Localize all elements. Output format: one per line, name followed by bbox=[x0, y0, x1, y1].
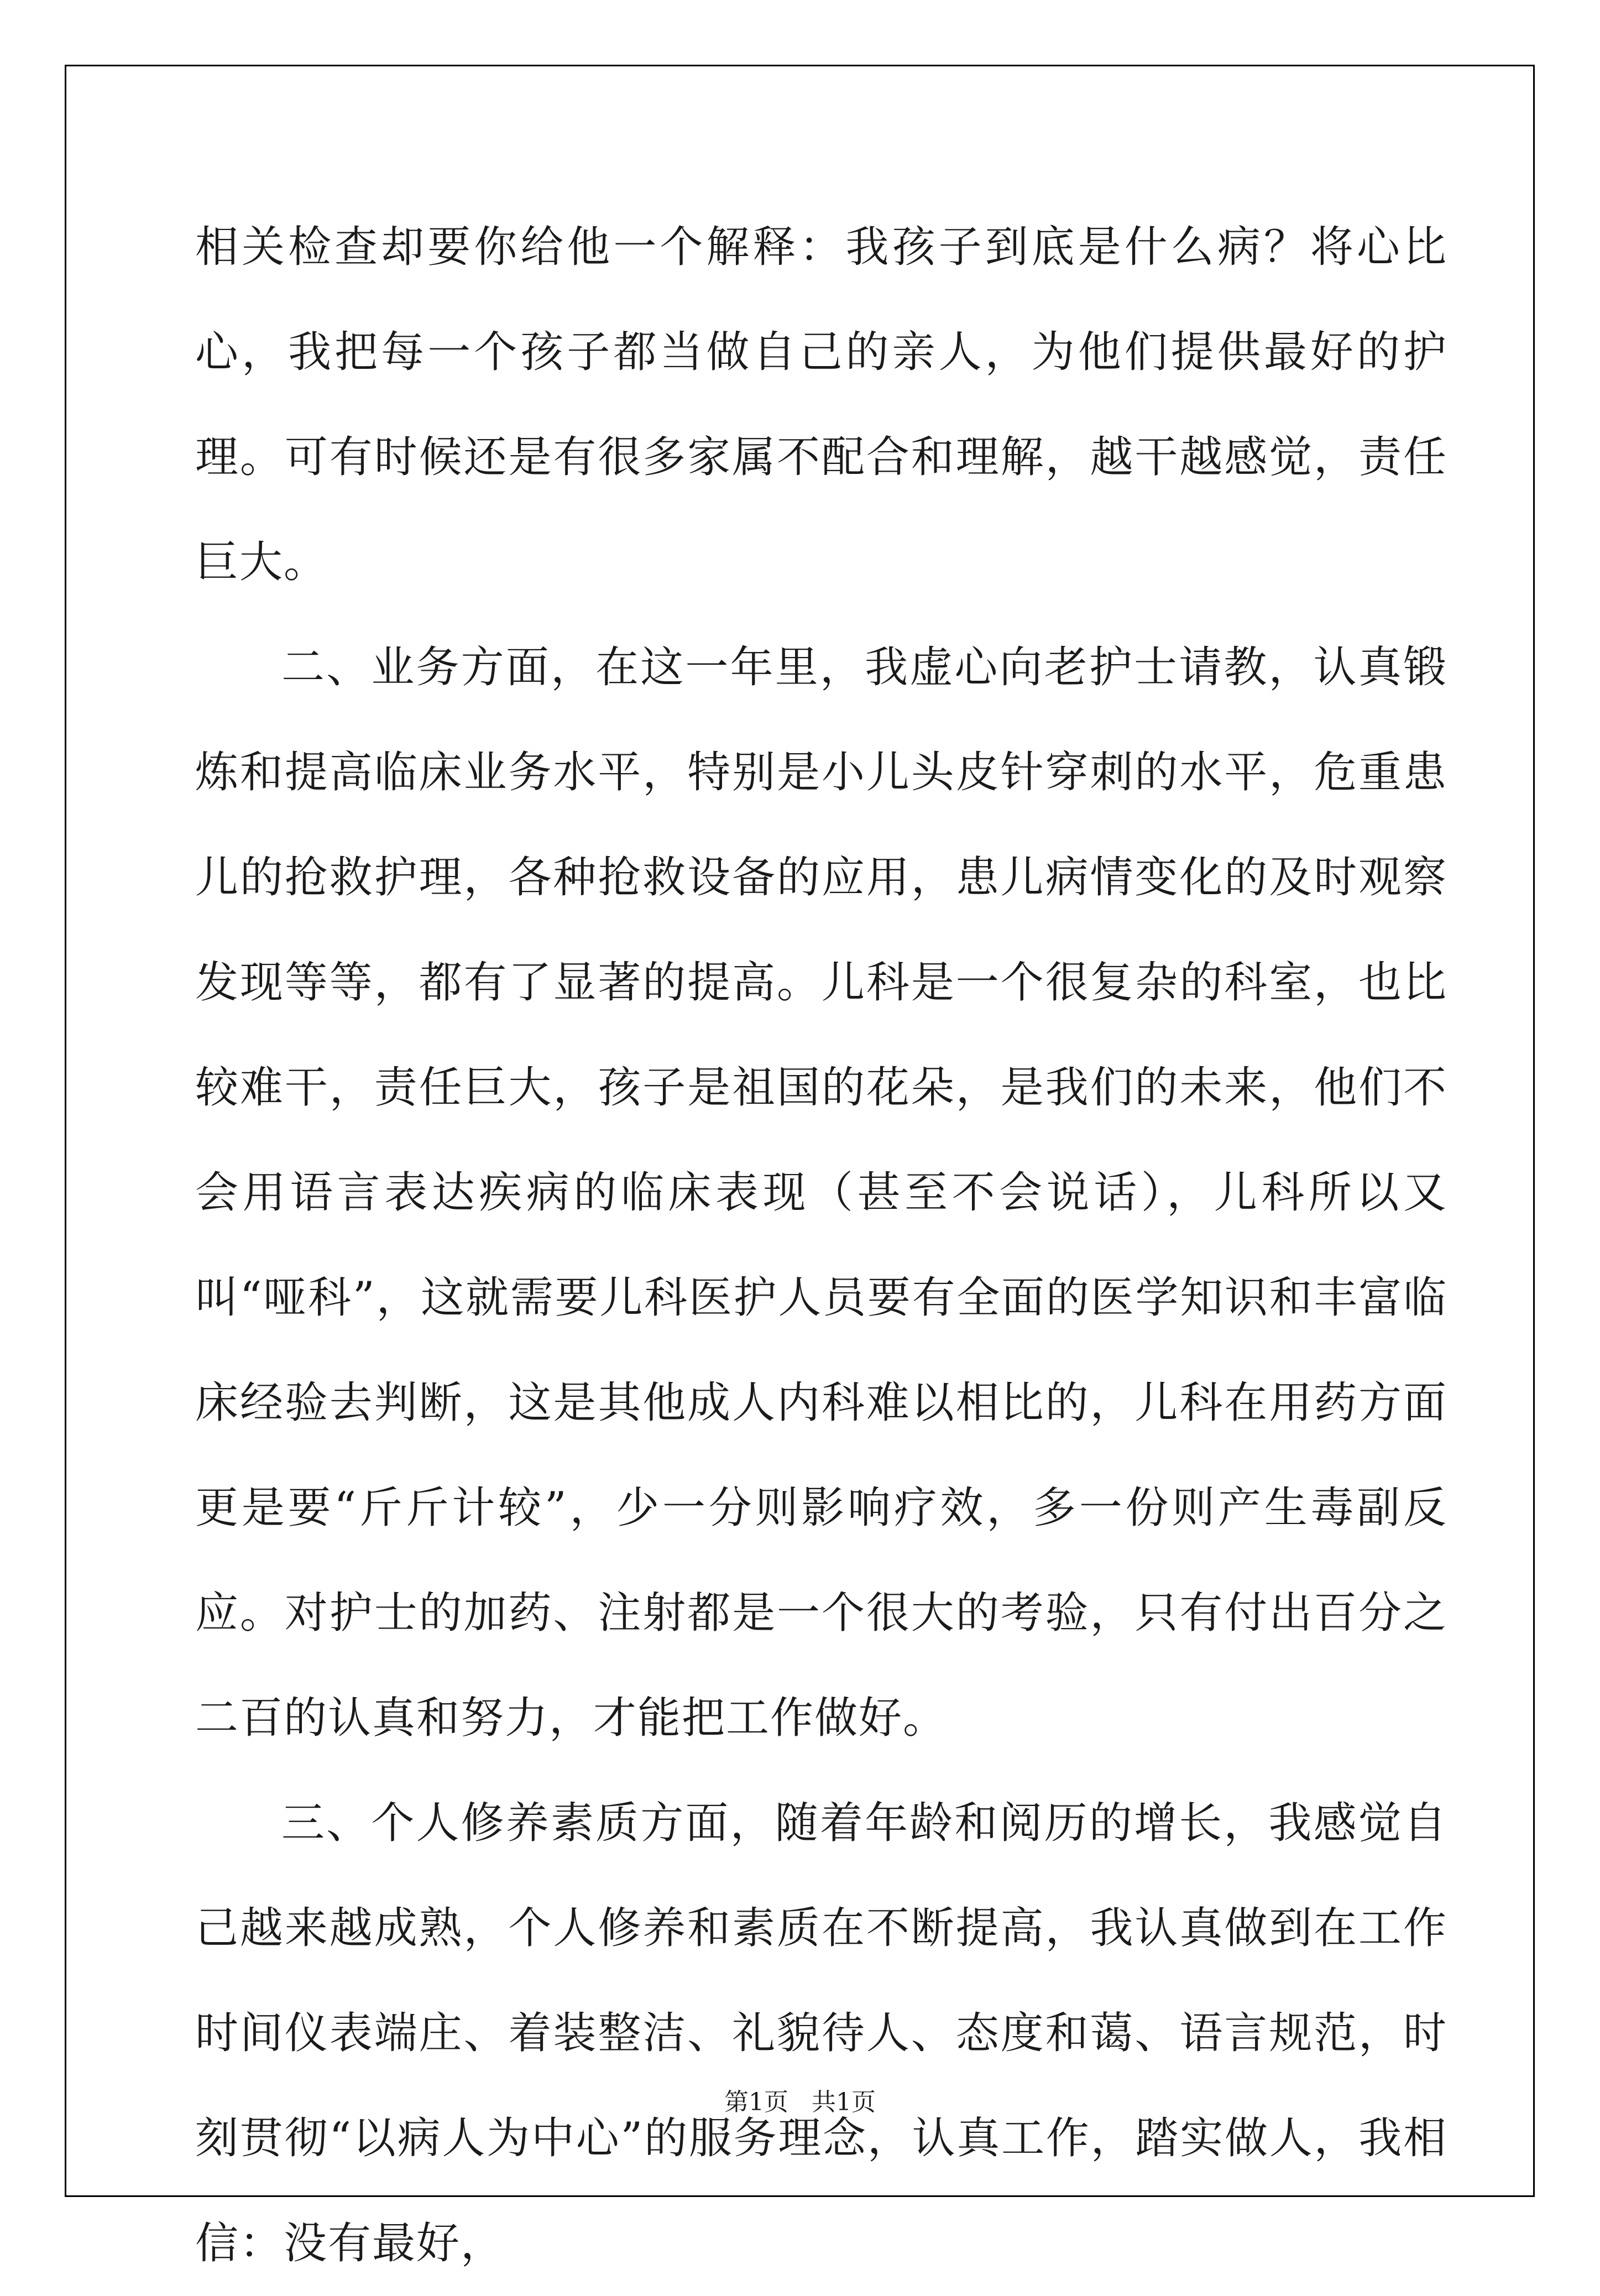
page-total: 共1页 bbox=[811, 2088, 876, 2116]
paragraph-3: 三、个人修养素质方面，随着年龄和阅历的增长，我感觉自己越来越成熟，个人修养和素质在不断提高，我认真做到在工作时间仪表端庄、着装整洁、礼貌待人、态度和蔼、语言规范，时刻贯彻“以病人为中心”的服务理念，认真工作，踏实做人，我相信：没有最好， bbox=[195, 1798, 1447, 2268]
page-footer bbox=[0, 2086, 1600, 2119]
document-body bbox=[195, 195, 1447, 2296]
page-number: 第1页 bbox=[724, 2088, 789, 2116]
paragraph-2: 二、业务方面，在这一年里，我虚心向老护士请教，认真锻炼和提高临床业务水平，特别是小儿头皮针穿刺的水平，危重患儿的抢救护理，各种抢救设备的应用，患儿病情变化的及时观察发现等等，都有了显著的提高。儿科是一个很复杂的科室，也比较难干，责任巨大，孩子是祖国的花朵，是我们的未来，他们不会用语言表达疾病的临床表现（甚至不会说话），儿科所以又叫“哑科”，这就需要儿科医护人员要有全面的医学知识和丰富临床经验去判断，这是其他成人内科难以相比的，儿科在用药方面更是要“斤斤计较”，少一分则影响疗效，多一份则产生毒副反应。对护士的加药、注射都是一个很大的考验，只有付出百分之二百的认真和努力，才能把工作做好。 bbox=[195, 643, 1447, 1743]
paragraph-1: 相关检查却要你给他一个解释：我孩子到底是什么病？将心比心，我把每一个孩子都当做自己的亲人，为他们提供最好的护理。可有时候还是有很多家属不配合和理解，越干越感觉，责任巨大。 bbox=[195, 222, 1447, 587]
footer-separator bbox=[788, 2088, 812, 2116]
